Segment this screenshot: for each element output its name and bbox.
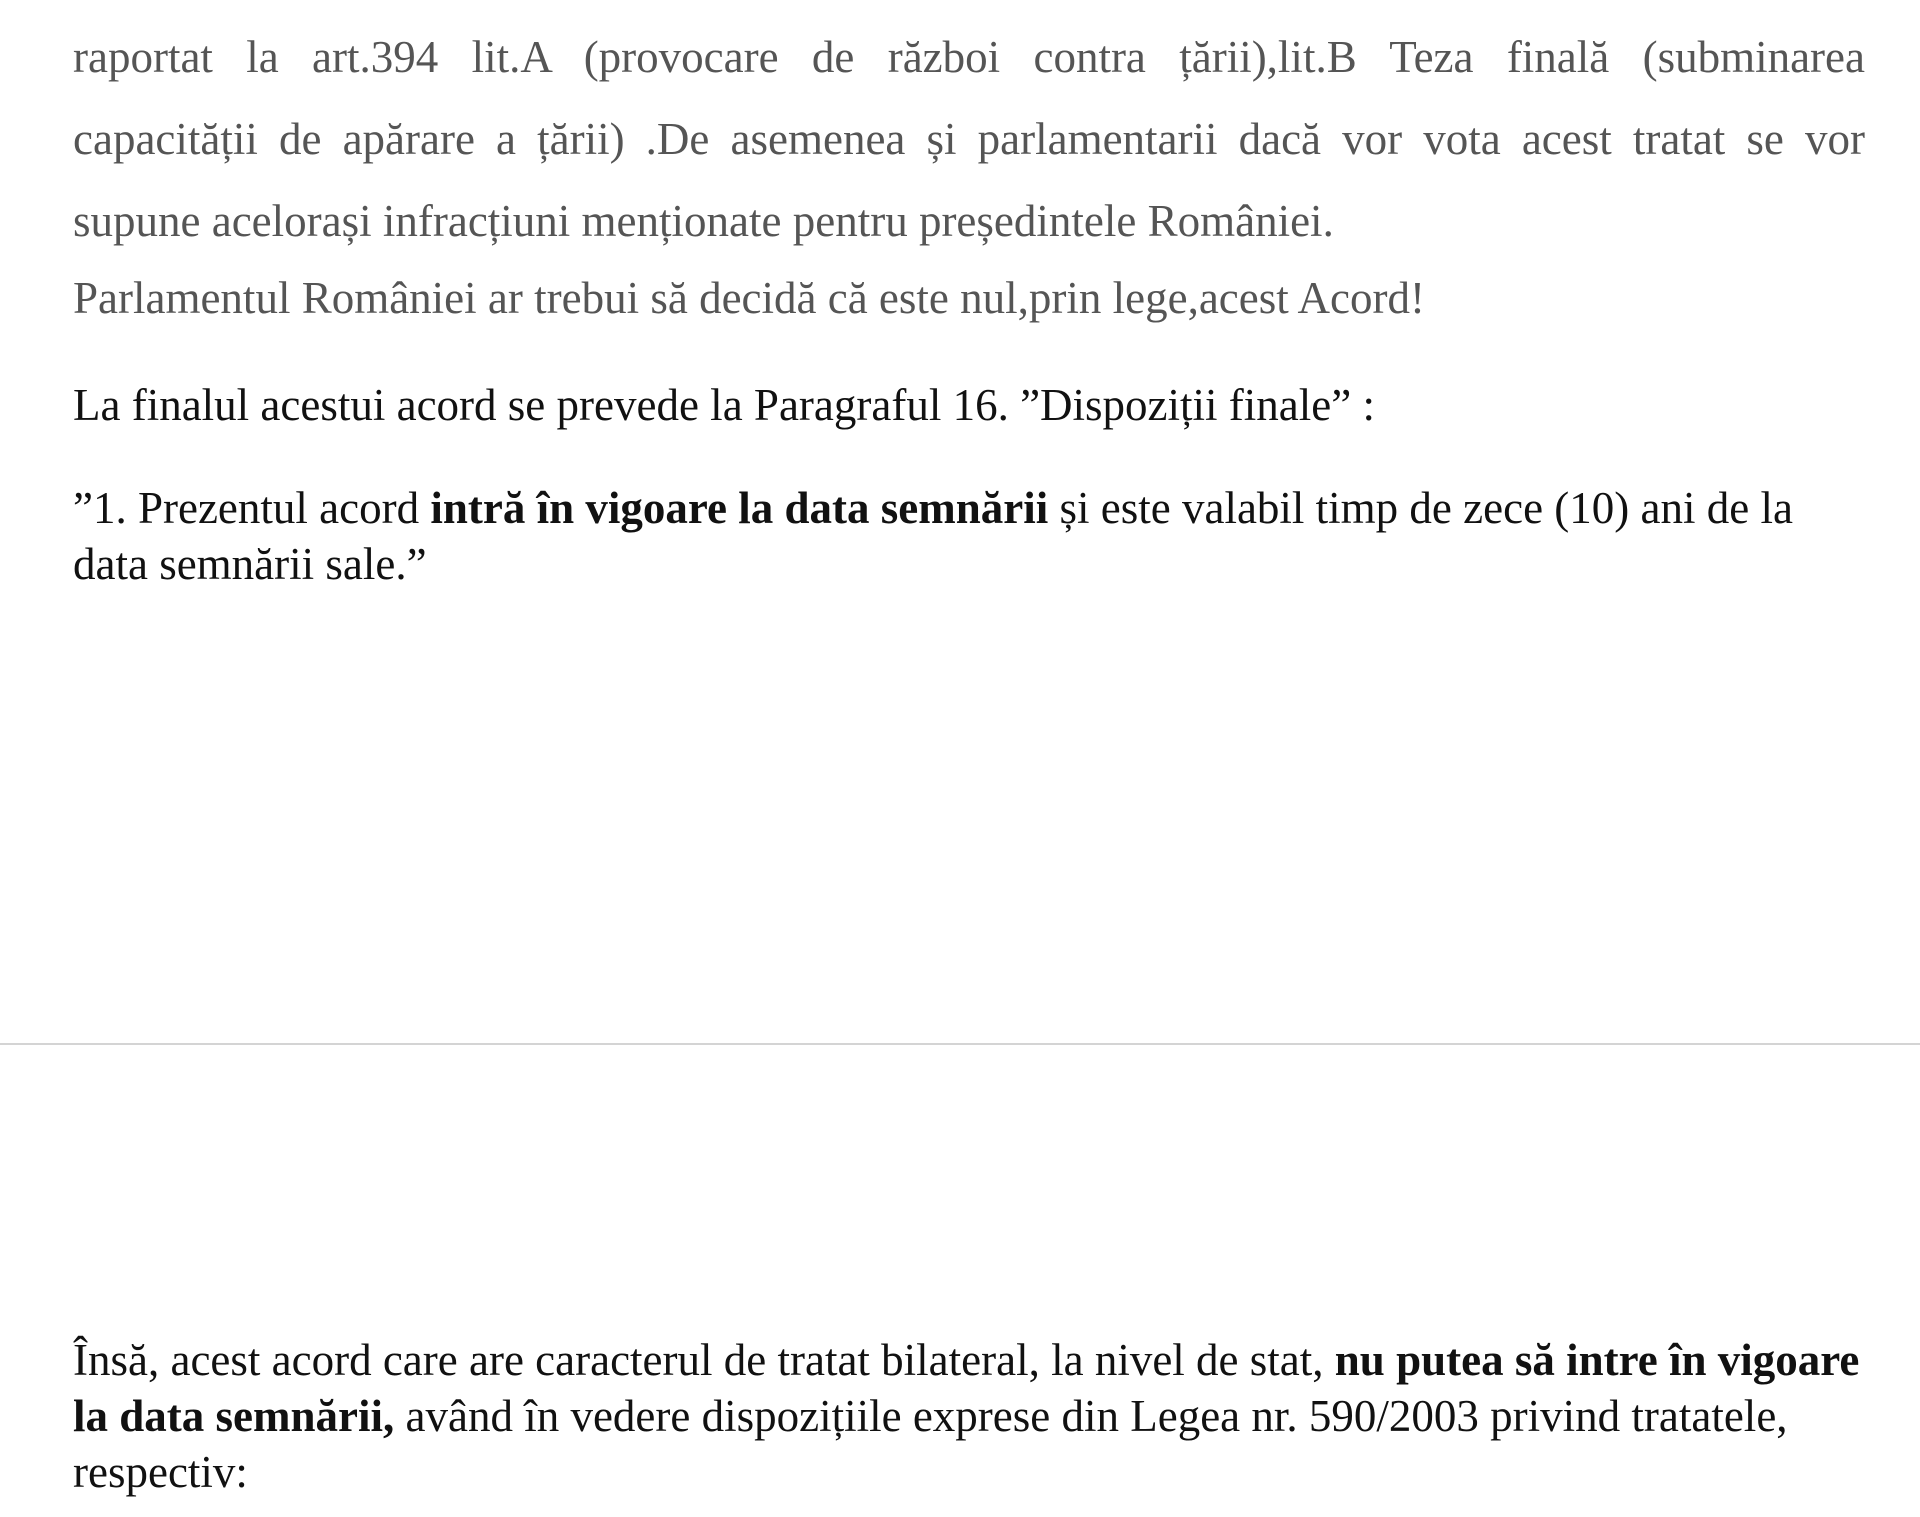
text-line-2: capacității de apărare a țării) .De asemenea și parlamentarii dacă vor vota acest tratat se vor: [73, 114, 1865, 164]
quote-bold-text: intră în vigoare la data semnării: [430, 483, 1049, 533]
insa-text-start: Însă, acest acord care are caracterul de tratat bilateral, la nivel de stat,: [73, 1335, 1335, 1385]
quote-text-start: ”1. Prezentul acord: [73, 483, 431, 533]
insa-text-end: având în vedere dispozițiile exprese din Legea nr. 590/2003 privind tratatele, respectiv:: [73, 1391, 1788, 1497]
paragraph-finalul: La finalul acestui acord se prevede la Paragraful 16. ”Dispoziții finale” :: [73, 380, 1375, 430]
paragraph-art394: [73, 16, 1865, 262]
text-line-3: supune acelorași infracțiuni menționate pentru președintele României.: [73, 196, 1334, 246]
text-line-1: raportat la art.394 lit.A (provocare de război contra țării),lit.B Teza finală (subminarea: [73, 32, 1865, 82]
insa-bold-text: nu putea să intre în vigoare la data semnării,: [73, 1335, 1860, 1441]
paragraph-parlament: Parlamentul României ar trebui să decidă că este nul,prin lege,acest Acord!: [73, 273, 1425, 323]
paragraph-insa: [73, 1332, 1865, 1500]
quote-clause: [73, 480, 1865, 592]
quote-text-end: și este valabil timp de zece (10) ani de la data semnării sale.”: [73, 483, 1793, 589]
